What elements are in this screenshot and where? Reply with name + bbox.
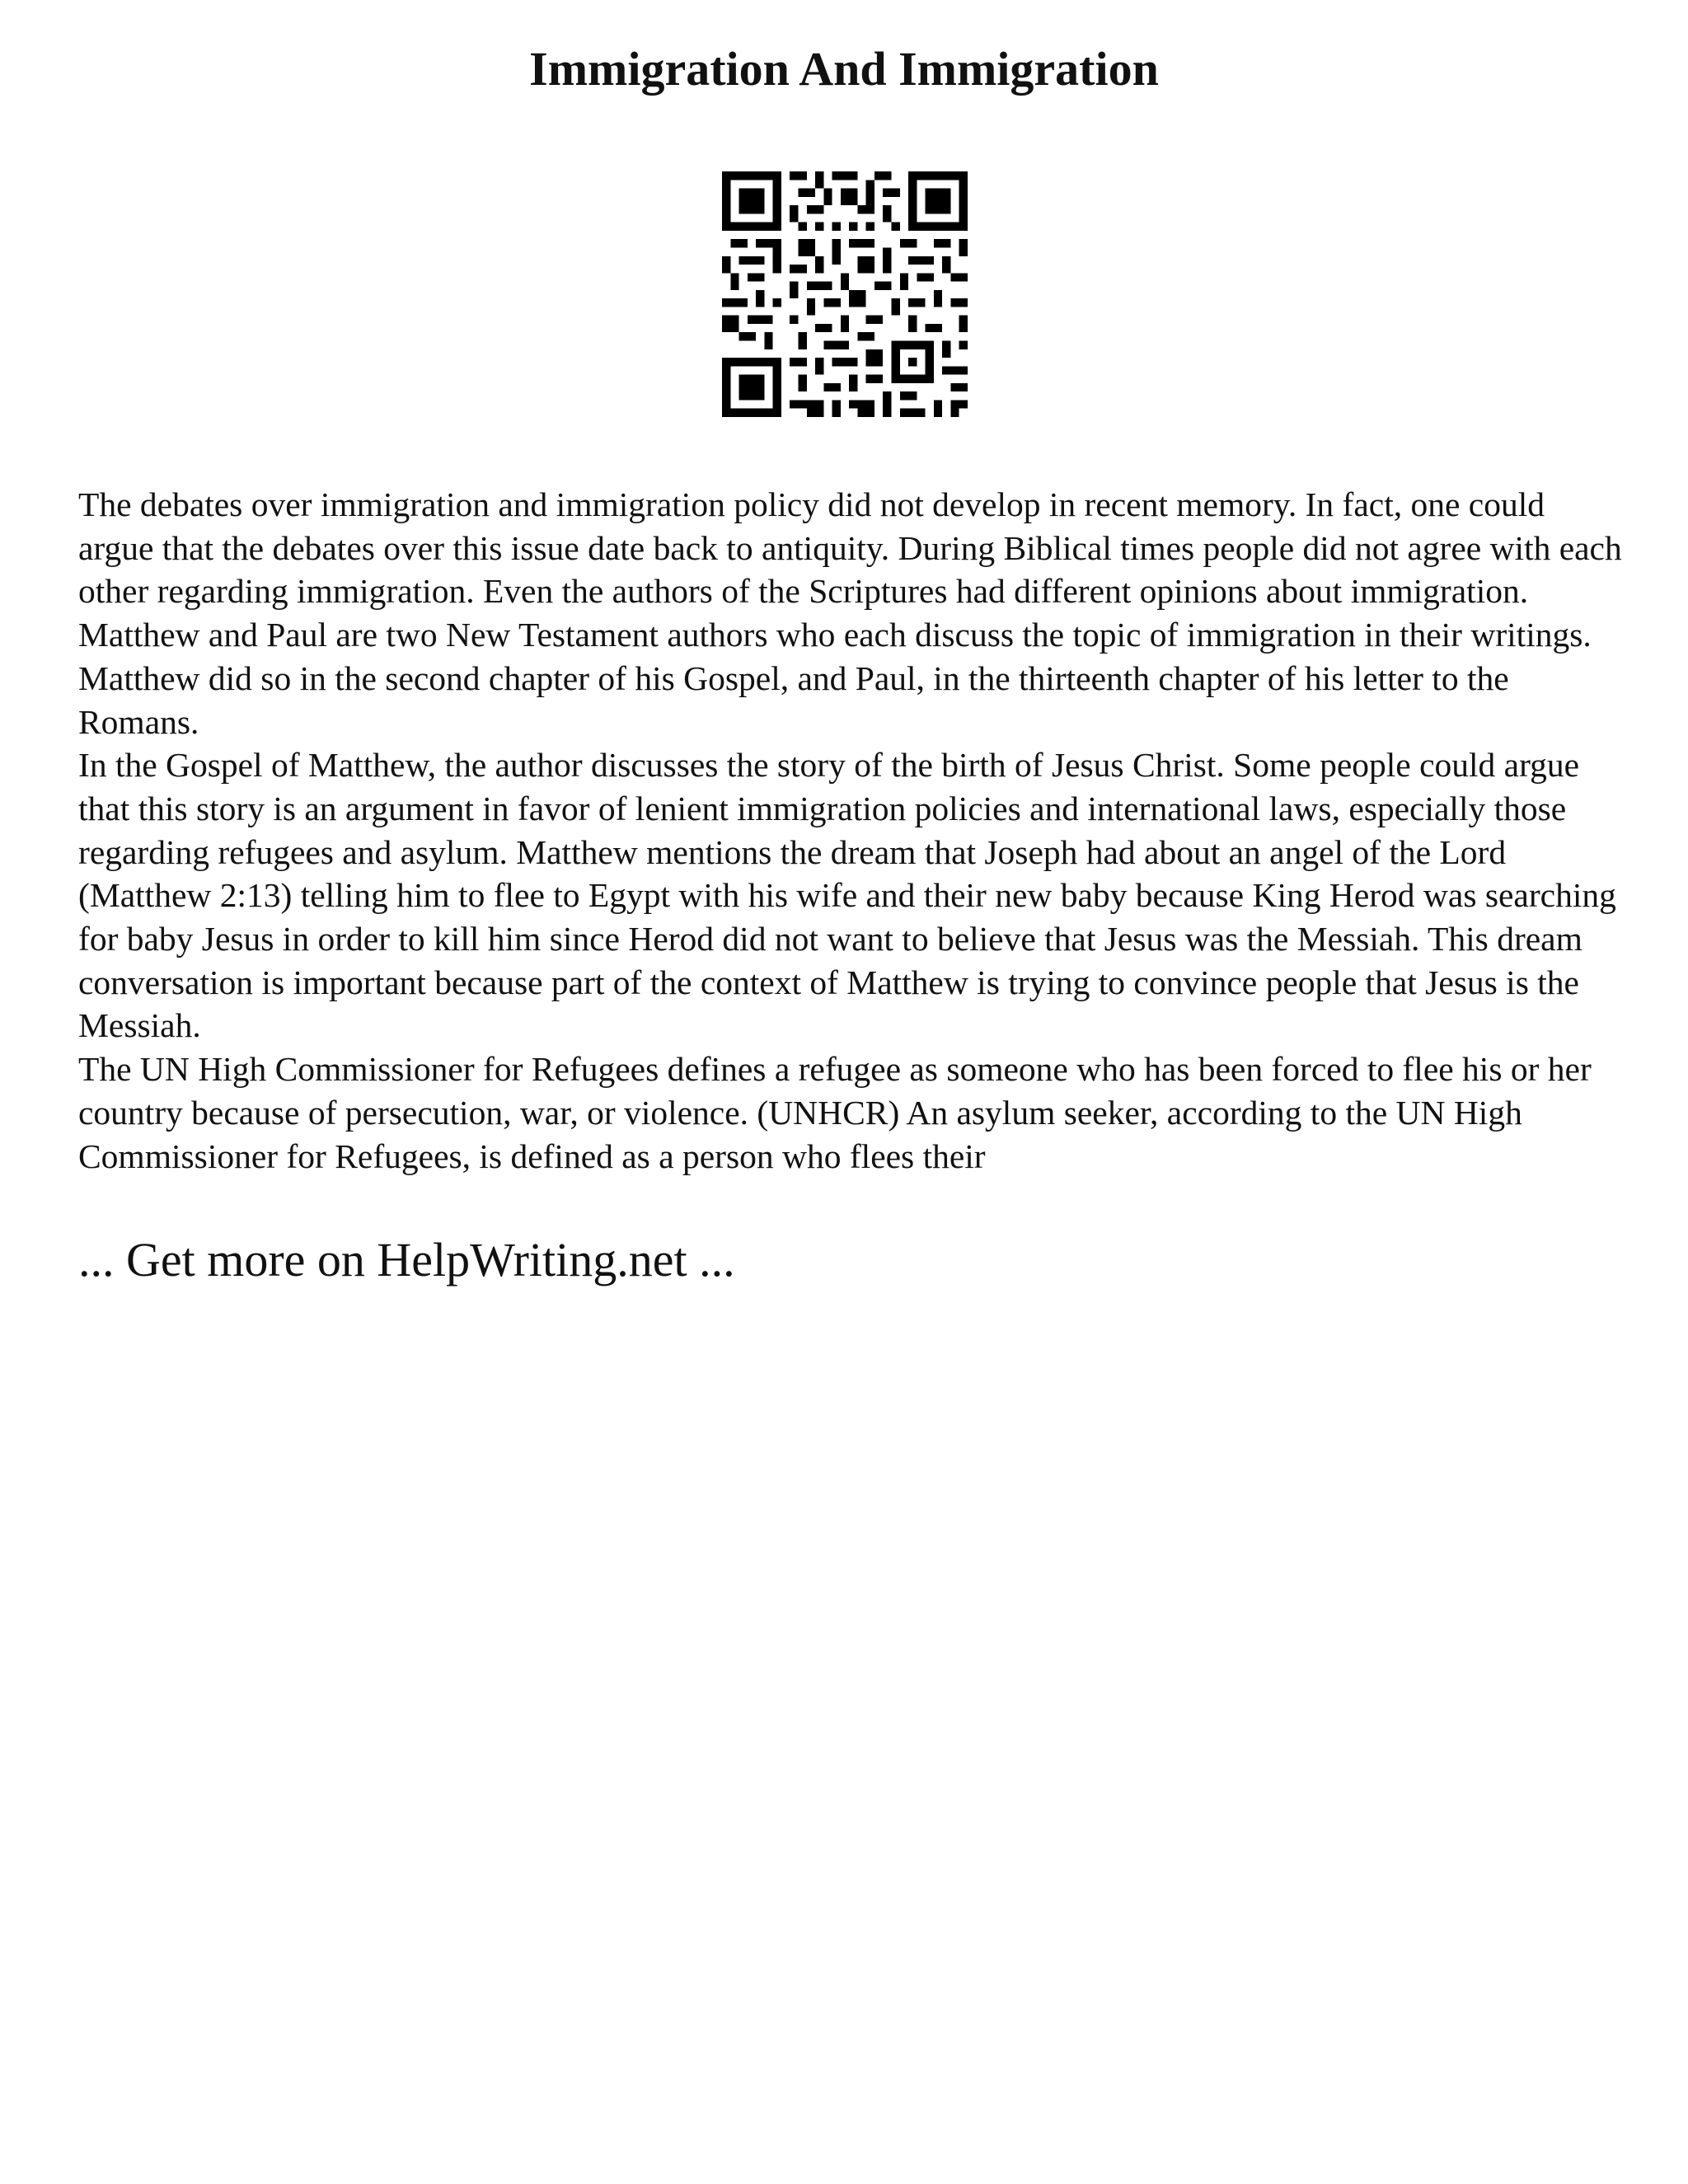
get-more-link[interactable]: ... Get more on HelpWriting.net ... <box>78 1233 735 1286</box>
body-paragraph-2: In the Gospel of Matthew, the author discusses the story of the birth of Jesus Christ. Some people could argue that this story is an argument in favor of lenient immigration policies and international laws, especially those regarding refugees and asylum. Matthew mentions the dream that Joseph had about an angel of the Lord (Matthew 2:13) telling him to flee to Egypt with his wife and their new baby because King Herod was searching for baby Jesus in order to kill him since Herod did not want to believe that Jesus was the Messiah. This dream conversation is important because part of the context of Matthew is trying to convince people that Jesus is the Messiah. <box>78 746 1616 1045</box>
document-title: Immigration And Immigration <box>529 42 1159 96</box>
body-paragraph-3: The UN High Commissioner for Refugees defines a refugee as someone who has been forced to flee his or her country because of persecution, war, or violence. (UNHCR) An asylum seeker, according to the UN High Commissioner for Refugees, is defined as a person who flees their <box>78 1050 1592 1175</box>
body-paragraph-1: The debates over immigration and immigration policy did not develop in recent memory. In fact, one could argue that the debates over this issue date back to antiquity. During Biblical times people did not agree with each other regarding immigration. Even the authors of the Scriptures had different opinions about immigration. Matthew and Paul are two New Testament authors who each discuss the topic of immigration in their writings. Matthew did so in the second chapter of his Gospel, and Paul, in the thirteenth chapter of his letter to the Romans. <box>78 485 1622 741</box>
document-body <box>78 483 1628 1178</box>
qr-code-icon <box>722 171 968 417</box>
